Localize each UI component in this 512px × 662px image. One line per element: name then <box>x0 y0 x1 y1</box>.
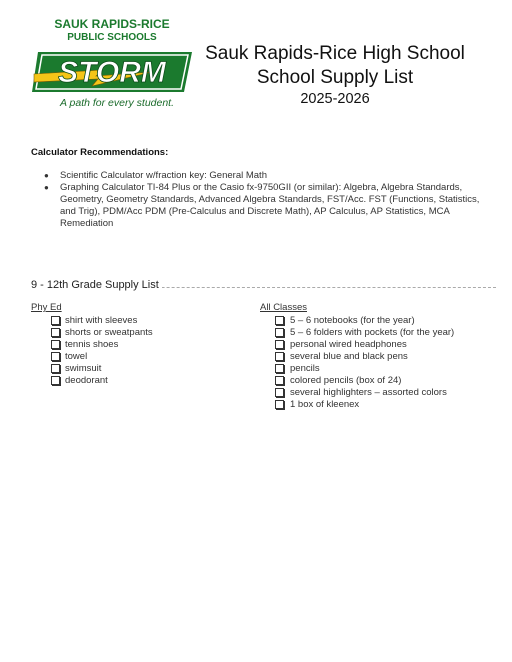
calculator-item <box>42 170 482 182</box>
checklist-item-text: 5 – 6 notebooks (for the year) <box>290 315 415 326</box>
checkbox-icon[interactable] <box>275 352 284 361</box>
checklist-item-text: several highlighters – assorted colors <box>290 387 447 398</box>
checklist-item-text: pencils <box>290 363 320 374</box>
phy-ed-list <box>31 315 241 387</box>
checkbox-icon[interactable] <box>275 328 284 337</box>
checklist-item <box>31 339 241 351</box>
storm-wordmark-text: STORM <box>58 56 166 89</box>
checkbox-icon[interactable] <box>51 352 60 361</box>
checklist-item <box>31 363 241 375</box>
checklist-item-text: shirt with sleeves <box>65 315 138 326</box>
checklist-item-text: towel <box>65 351 88 362</box>
all-classes-column <box>260 297 485 411</box>
phy-ed-column <box>31 297 241 387</box>
checklist-item <box>260 399 485 411</box>
checklist-item-text: several blue and black pens <box>290 351 408 362</box>
page-title-block <box>200 42 470 108</box>
checkbox-icon[interactable] <box>51 340 60 349</box>
all-classes-title: All Classes <box>260 302 307 313</box>
checklist-item <box>31 315 241 327</box>
checklist-item <box>260 375 485 387</box>
checkbox-icon[interactable] <box>275 376 284 385</box>
calculator-item-text: Graphing Calculator TI-84 Plus or the Casio fx-9750GII (or similar): Algebra, Algebra Standards, Geometry, Geometry Standards, Advanced Algebra Standards, FST/Acc. FST (Functions, Statistics, and Trig), PDM/Acc PDM (Pre-Calculus and Discrete Math), AP Calculus, AP Statistics, MCA Remediation <box>60 182 480 229</box>
bullet-icon: ● <box>44 183 49 192</box>
checkbox-icon[interactable] <box>51 328 60 337</box>
checklist-item <box>260 363 485 375</box>
district-name-line1: SAUK RAPIDS-RICE <box>54 17 170 31</box>
checklist-item <box>260 351 485 363</box>
supply-section-title: 9 - 12th Grade Supply List <box>31 279 162 291</box>
calculator-item-text: Scientific Calculator w/fraction key: General Math <box>60 170 267 181</box>
checklist-item <box>260 387 485 399</box>
checklist-item-text: personal wired headphones <box>290 339 407 350</box>
calculator-heading: Calculator Recommendations: <box>31 147 169 158</box>
storm-logo-graphic <box>32 46 192 100</box>
page-title: Sauk Rapids-Rice High School <box>205 43 465 64</box>
checklist-item <box>31 351 241 363</box>
checklist-item <box>31 375 241 387</box>
checklist-item <box>31 327 241 339</box>
checklist-item <box>260 327 485 339</box>
page-subtitle: School Supply List <box>256 67 414 88</box>
phy-ed-title: Phy Ed <box>31 302 62 313</box>
checkbox-icon[interactable] <box>51 376 60 385</box>
checklist-item <box>260 315 485 327</box>
checkbox-icon[interactable] <box>275 364 284 373</box>
checklist-item-text: 1 box of kleenex <box>290 399 360 410</box>
checkbox-icon[interactable] <box>51 316 60 325</box>
checkbox-icon[interactable] <box>275 400 284 409</box>
all-classes-list <box>260 315 485 411</box>
checklist-item-text: colored pencils (box of 24) <box>290 375 402 386</box>
checkbox-icon[interactable] <box>275 388 284 397</box>
checkbox-icon[interactable] <box>275 316 284 325</box>
checklist-item-text: tennis shoes <box>65 339 119 350</box>
district-logo <box>32 18 192 113</box>
checklist-item <box>260 339 485 351</box>
calculator-item <box>42 182 482 230</box>
supply-section-header <box>31 279 496 293</box>
bullet-icon: ● <box>44 171 49 180</box>
storm-wordmark <box>32 46 192 100</box>
checkbox-icon[interactable] <box>51 364 60 373</box>
checklist-item-text: swimsuit <box>65 363 102 374</box>
checkbox-icon[interactable] <box>275 340 284 349</box>
calculator-list <box>42 170 482 230</box>
checklist-item-text: shorts or sweatpants <box>65 327 153 338</box>
district-name-line2: PUBLIC SCHOOLS <box>67 32 157 43</box>
checklist-item-text: 5 – 6 folders with pockets (for the year) <box>290 327 455 338</box>
school-year: 2025-2026 <box>300 91 370 107</box>
district-tagline: A path for every student. <box>60 97 175 109</box>
checklist-item-text: deodorant <box>65 375 108 386</box>
